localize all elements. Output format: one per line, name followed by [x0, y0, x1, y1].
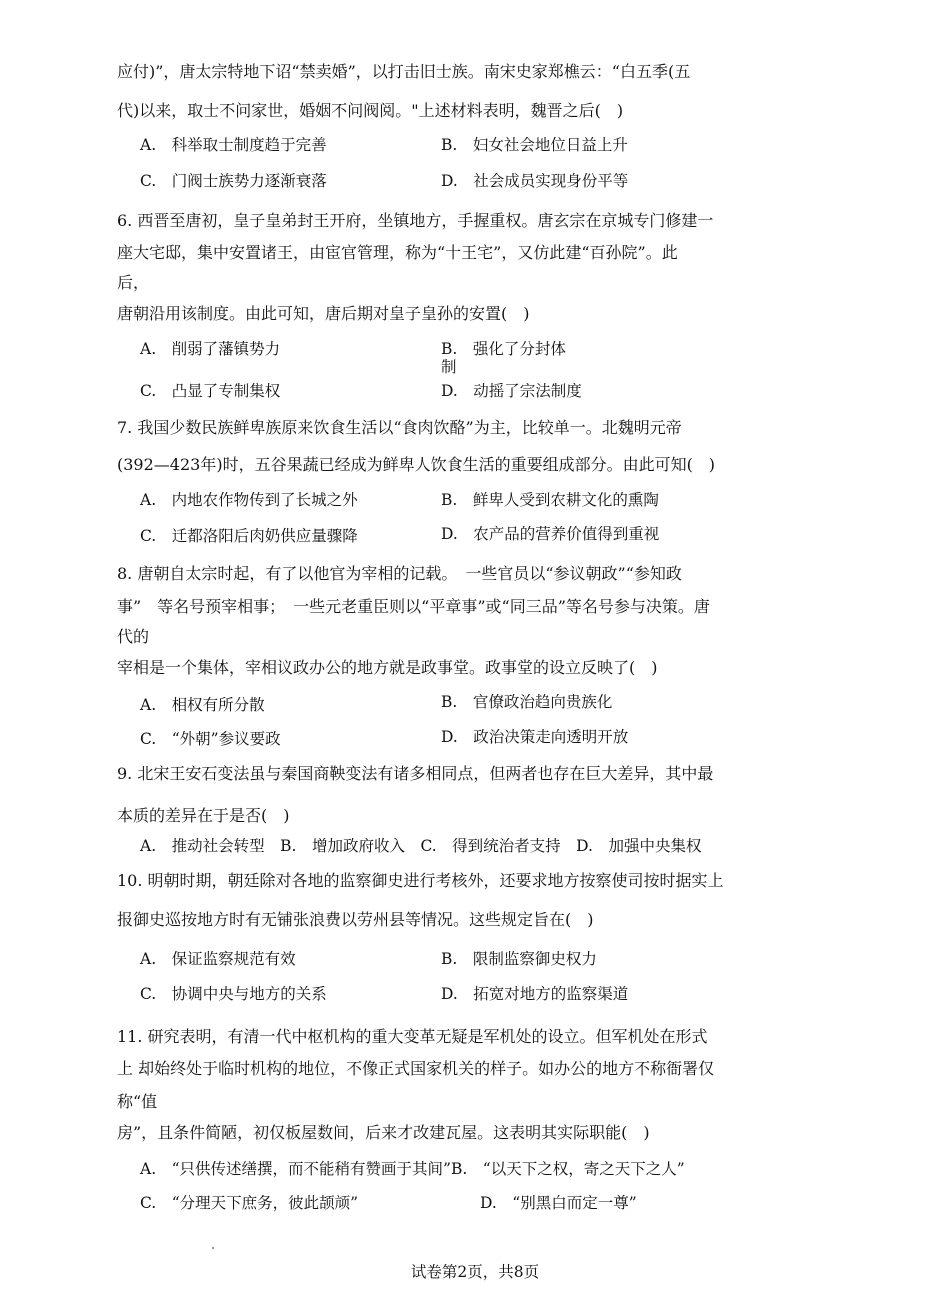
q6-option-d: D. 动摇了宗法制度 — [441, 382, 582, 400]
q9-line-2: 本质的差异在于是否( ) — [117, 806, 290, 825]
q8-line-1: 8. 唐朝自太宗时起，有了以他官为宰相的记载。 一些官员以“参议朝政”“参知政 — [117, 564, 682, 583]
q8-option-b: B. 官僚政治趋向贵族化 — [441, 693, 613, 711]
q6-option-b-wrap: 制 — [441, 358, 457, 376]
q6-line-4: 唐朝沿用该制度。由此可知，唐后期对皇子皇孙的安置( ) — [117, 304, 530, 323]
q6-option-b: B. 强化了分封体 — [441, 340, 566, 358]
q7-option-b: B. 鲜卑人受到农耕文化的熏陶 — [441, 491, 659, 509]
q8-line-4: 宰相是一个集体，宰相议政办公的地方就是政事堂。政事堂的设立反映了( ) — [117, 658, 658, 677]
q6-option-a: A. 削弱了藩镇势力 — [140, 340, 281, 358]
q8-line-2: 事” 等名号预宰相事； 一些元老重臣则以“平章事”或“同三品”等名号参与决策。唐 — [117, 597, 710, 616]
q9-line-1: 9. 北宋王安石变法虽与秦国商鞅变法有诸多相同点，但两者也存在巨大差异，其中最 — [117, 764, 714, 783]
q8-option-a: A. 相权有所分散 — [140, 696, 265, 714]
page-footer: 试卷第2页，共8页 — [410, 1263, 540, 1281]
q9-options-row: A. 推动社会转型 B. 增加政府收入 C. 得到统治者支持 D. 加强中央集权 — [140, 837, 702, 855]
q8-line-3: 代的 — [117, 627, 150, 646]
q7-option-a: A. 内地农作物传到了长城之外 — [140, 491, 358, 509]
q7-line-1: 7. 我国少数民族鲜卑族原来饮食生活以“食肉饮酪”为主，比较单一。北魏明元帝 — [117, 418, 682, 437]
q5-line-1: 应付)”，唐太宗特地下诏“禁卖婚”，以打击旧士族。南宋史家郑樵云：“白五季(五 — [117, 62, 691, 81]
q5-option-c: C. 门阀士族势力逐渐衰落 — [140, 172, 327, 190]
q7-option-c: C. 迁都洛阳后肉奶供应量骤降 — [140, 527, 358, 545]
q10-option-b: B. 限制监察御史权力 — [441, 950, 597, 968]
q10-line-2: 报御史巡按地方时有无铺张浪费以劳州县等情况。这些规定旨在( ) — [117, 910, 594, 929]
q6-line-1: 6. 西晋至唐初，皇子皇弟封王开府，坐镇地方，手握重权。唐玄宗在京城专门修建一 — [117, 211, 714, 230]
q6-line-3: 后， — [117, 273, 150, 292]
q10-option-c: C. 协调中央与地方的关系 — [140, 985, 327, 1003]
q11-line-4: 房”，且条件简陋，初仅板屋数间，后来才改建瓦屋。这表明其实际职能( ) — [117, 1123, 650, 1142]
q5-option-a: A. 科举取士制度趋于完善 — [140, 136, 327, 154]
q10-line-1: 10. 明朝时期，朝廷除对各地的监察御史进行考核外，还要求地方按察使司按时据实上 — [117, 871, 724, 890]
q6-option-c: C. 凸显了专制集权 — [140, 382, 281, 400]
q7-option-d: D. 农产品的营养价值得到重视 — [441, 525, 660, 543]
q11-line-1: 11. 研究表明，有清一代中枢机构的重大变革无疑是军机处的设立。但军机处在形式 — [117, 1027, 708, 1046]
q10-option-a: A. 保证监察规范有效 — [140, 950, 296, 968]
q8-option-d: D. 政治决策走向透明开放 — [441, 728, 629, 746]
q8-option-c: C. “外朝”参议要政 — [140, 730, 281, 748]
q5-line-2: 代)以来，取士不问家世，婚姻不问阀阅。"上述材料表明，魏晋之后( ) — [117, 101, 624, 120]
q10-option-d: D. 拓宽对地方的监察渠道 — [441, 985, 629, 1003]
q11-line-2: 上 却始终处于临时机构的地位，不像正式国家机关的样子。如办公的地方不称衙署仅 — [117, 1059, 715, 1078]
q11-line-3: 称“值 — [117, 1092, 158, 1111]
q6-line-2: 座大宅邸，集中安置诸王，由宦官管理，称为“十王宅”，又仿此建“百孙院”。此 — [117, 243, 678, 262]
q11-option-c: C. “分理天下庶务，彼此颉颃” — [140, 1194, 359, 1212]
q7-line-2: (392—423年)时，五谷果蔬已经成为鲜卑人饮食生活的重要组成部分。由此可知( ) — [117, 455, 716, 474]
q5-option-b: B. 妇女社会地位日益上升 — [441, 136, 628, 154]
q5-option-d: D. 社会成员实现身份平等 — [441, 172, 629, 190]
scan-speck — [212, 1247, 214, 1249]
q11-option-d: D. “别黑白而定一尊” — [480, 1194, 637, 1212]
q11-options-ab: A. “只供传述缮撰，而不能稍有赞画于其间”B. “以天下之权，寄之天下之人” — [140, 1160, 685, 1178]
